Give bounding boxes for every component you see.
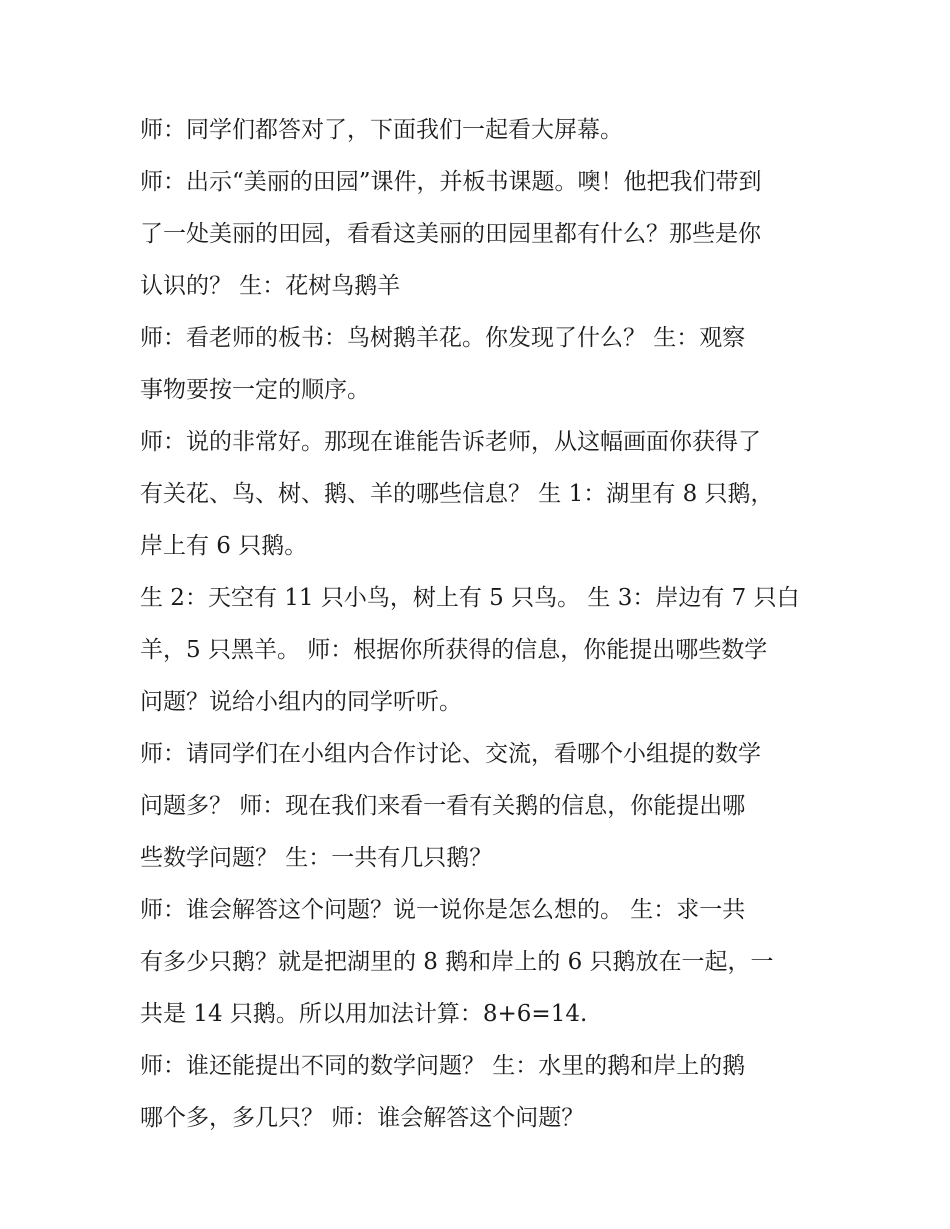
text-line-9: 岸上有 6 只鹅。 [140,533,308,559]
text-line-8: 有关花、鸟、树、鹅、羊的哪些信息？ 生 1：湖里有 8 只鹅， [140,481,774,507]
text-line-6: 事物要按一定的顺序。 [140,377,370,403]
text-line-19: 师：谁还能提出不同的数学问题？ 生：水里的鹅和岸上的鹅 [140,1053,746,1079]
text-line-7: 师：说的非常好。那现在谁能告诉老师，从这幅画面你获得了 [140,429,761,455]
text-line-4: 认识的？ 生：花树鸟鹅羊 [140,273,401,299]
text-line-3: 了一处美丽的田园，看看这美丽的田园里都有什么？那些是你 [140,221,761,247]
text-line-5: 师：看老师的板书：鸟树鹅羊花。你发现了什么？ 生：观察 [140,325,746,351]
text-line-15: 些数学问题？ 生：一共有几只鹅？ [140,845,493,871]
text-line-2: 师：出示“美丽的田园”课件，并板书课题。噢！他把我们带到 [140,169,762,195]
text-line-20: 哪个多，多几只？ 师：谁会解答这个问题？ [140,1105,585,1131]
text-line-12: 问题？说给小组内的同学听听。 [140,689,462,715]
text-line-17: 有多少只鹅？就是把湖里的 8 鹅和岸上的 6 只鹅放在一起，一 [140,949,774,975]
text-line-18: 共是 14 只鹅。所以用加法计算：8+6=14. [140,1001,588,1027]
text-line-14: 问题多？ 师：现在我们来看一看有关鹅的信息，你能提出哪 [140,793,746,819]
text-line-16: 师：谁会解答这个问题？说一说你是怎么想的。 生：求一共 [140,897,746,923]
document-body [140,104,830,1144]
text-line-11: 羊，5 只黑羊。 师：根据你所获得的信息，你能提出哪些数学 [140,637,768,663]
text-line-10: 生 2：天空有 11 只小鸟，树上有 5 只鸟。 生 3：岸边有 7 只白 [140,585,800,611]
text-line-1: 师：同学们都答对了，下面我们一起看大屏幕。 [140,117,623,143]
text-line-13: 师：请同学们在小组内合作讨论、交流，看哪个小组提的数学 [140,741,761,767]
